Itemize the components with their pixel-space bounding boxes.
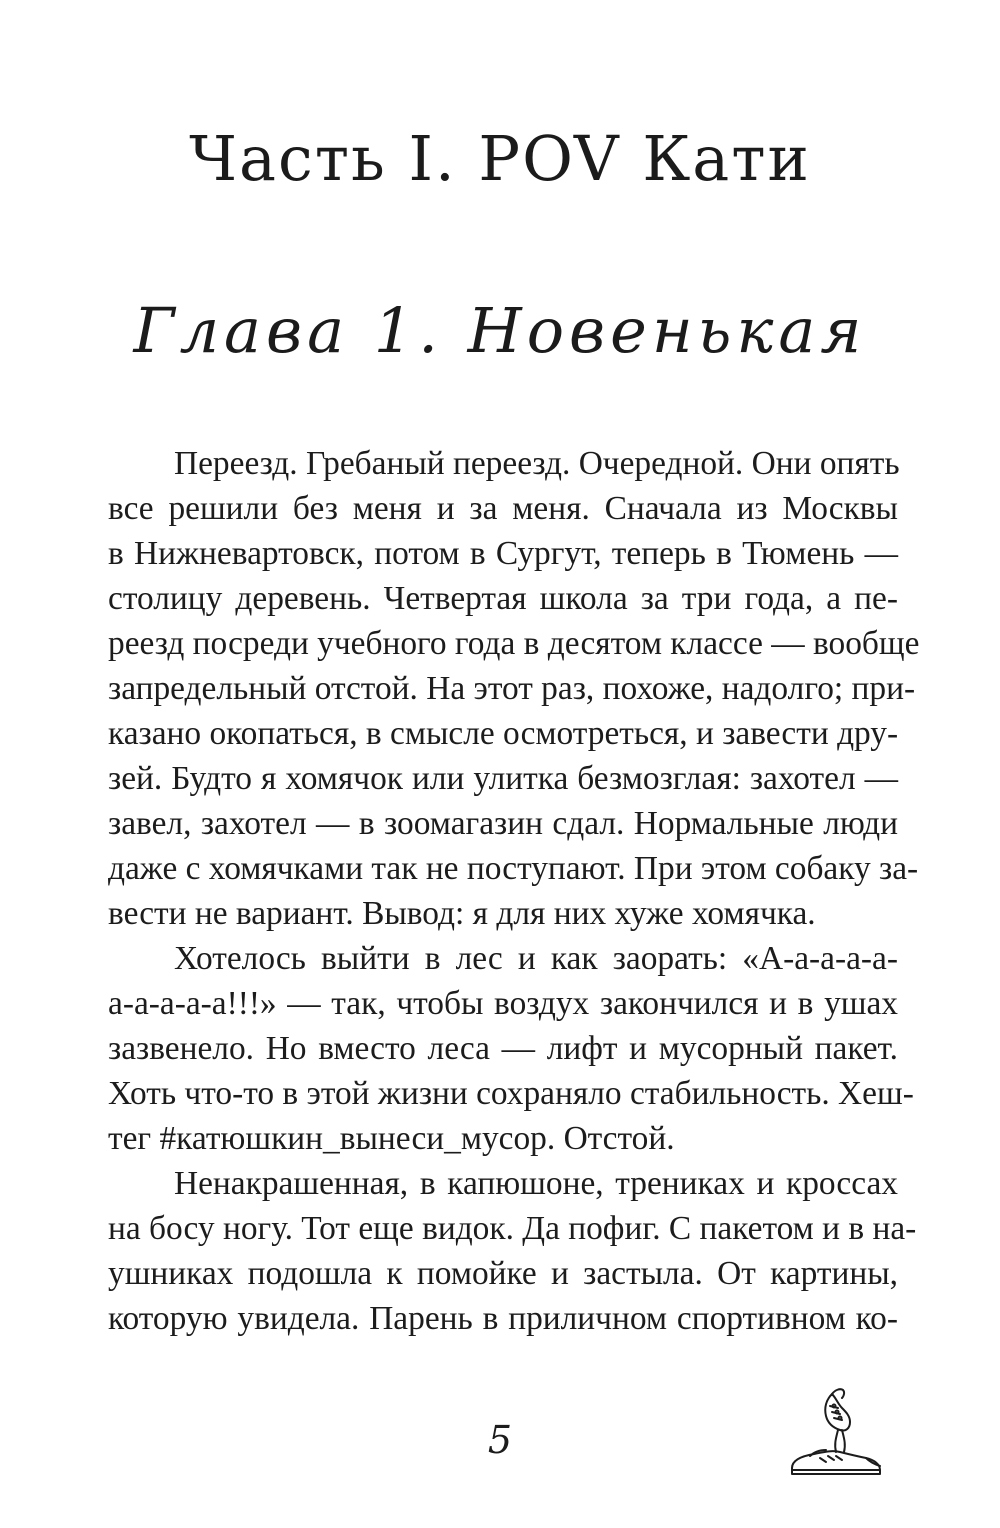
paragraph-2 [108,936,914,1161]
text-line: запредельный отстой. На этот раз, похоже, надолго; при- [108,670,916,707]
text-line: на босу ногу. Тот еще видок. Да пофиг. С пакетом и в на- [108,1210,917,1247]
text-line: зей. Будто я хомячок или улитка безмозглая: захотел — [108,760,898,797]
part-title: Часть I. POV Кати [189,122,811,195]
text-line: завел, захотел — в зоомагазин сдал. Нормальные люди [108,805,898,842]
text-line: а-а-а-а-а!!!» — так, чтобы воздух закончился и в ушах [108,985,898,1022]
text-line: которую увидела. Парень в приличном спортивном ко- [108,1300,898,1337]
text-line: реезд посреди учебного года в десятом классе — вообще [108,625,920,662]
text-line: зазвенело. Но вместо леса — лифт и мусорный пакет. [108,1030,898,1067]
chapter-body [108,441,920,1341]
paragraph-3 [108,1161,917,1341]
page-number: 5 [487,1418,513,1462]
sneaker-icon [780,1372,890,1482]
text-line: все решили без меня и за меня. Сначала из Москвы [108,490,898,527]
text-line: даже с хомячками так не поступают. При этом собаку за- [108,850,919,887]
text-line: столицу деревень. Четвертая школа за три года, а пе- [108,580,898,617]
text-line: ушниках подошла к помойке и застыла. От картины, [108,1255,898,1292]
text-line: Хоть что-то в этой жизни сохраняло стабильность. Хеш- [108,1075,914,1112]
text-line: Хотелось выйти в лес и как заорать: «А-а-а-а-а- [174,940,898,977]
text-line: Ненакрашенная, в капюшоне, трениках и кроссах [174,1165,898,1202]
text-line: Переезд. Гребаный переезд. Очередной. Они опять [174,445,900,482]
text-line: в Нижневартовск, потом в Сургут, теперь в Тюмень — [108,535,898,572]
paragraph-1 [108,441,920,936]
text-line: казано окопаться, в смысле осмотреться, и завести дру- [108,715,899,752]
text-line: тег #катюшкин_вынеси_мусор. Отстой. [108,1120,675,1157]
text-line: вести не вариант. Вывод: я для них хуже хомячка. [108,895,816,932]
chapter-title: Глава 1. Новенькая [133,294,867,367]
